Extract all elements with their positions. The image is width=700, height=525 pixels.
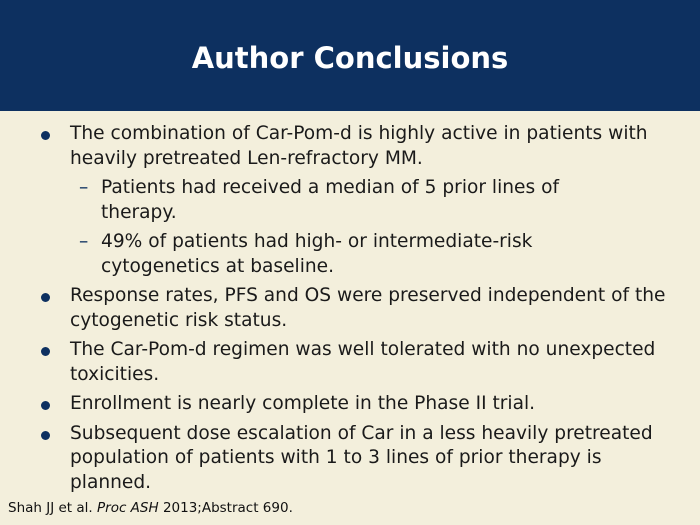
citation-detail: 2013;Abstract 690.	[162, 500, 293, 516]
bullet-item	[0, 338, 700, 387]
dash-icon: –	[79, 231, 89, 252]
bullet-item	[0, 284, 700, 333]
bullet-dot-icon	[41, 131, 50, 140]
sub-bullet-item	[0, 176, 700, 225]
title-bar	[0, 0, 700, 111]
slide-title: Author Conclusions	[191, 40, 509, 75]
citation-journal: Proc ASH	[97, 500, 159, 516]
bullet-dot-icon	[41, 347, 50, 356]
bullet-item	[0, 122, 700, 171]
citation	[8, 500, 293, 516]
bullet-text: The Car-Pom-d regimen was well tolerated with no unexpected toxicities.	[70, 339, 656, 385]
bullet-text: Subsequent dose escalation of Car in a less heavily pretreated population of patients with 1 to 3 lines of prior therapy is planned.	[70, 422, 653, 493]
bullet-text: The combination of Car-Pom-d is highly active in patients with heavily pretreated Len-refractory MM.	[70, 123, 648, 169]
bullet-item	[0, 392, 700, 417]
bullet-dot-icon	[41, 431, 50, 440]
bullet-dot-icon	[41, 293, 50, 302]
sub-bullet-text: Patients had received a median of 5 prior lines of therapy.	[101, 177, 559, 223]
bullet-text: Response rates, PFS and OS were preserved independent of the cytogenetic risk status.	[70, 285, 666, 331]
bullet-text: Enrollment is nearly complete in the Phase II trial.	[70, 393, 536, 414]
sub-bullet-item	[0, 230, 700, 279]
bullet-item	[0, 422, 700, 496]
sub-bullet-text: 49% of patients had high- or intermediate-risk cytogenetics at baseline.	[101, 231, 533, 277]
bullet-list	[0, 122, 700, 500]
citation-authors: Shah JJ et al.	[8, 500, 93, 516]
dash-icon: –	[79, 177, 89, 198]
bullet-dot-icon	[41, 401, 50, 410]
